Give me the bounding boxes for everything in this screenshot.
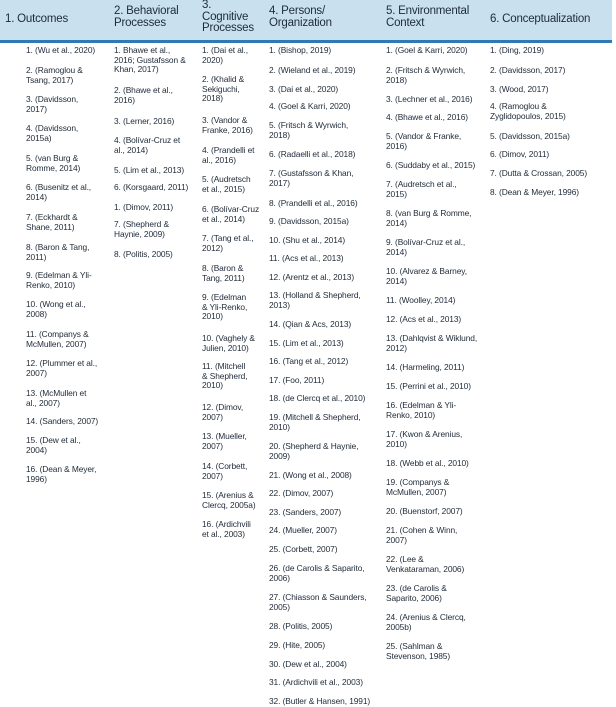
header-persons-organization: 4. Persons/ Organization: [269, 5, 332, 29]
citation-item: 22. (Dimov, 2007): [269, 488, 334, 498]
citation-item: 30. (Dew et al., 2004): [269, 659, 347, 669]
citation-item: 6. (Bolívar-Cruz et al., 2014): [202, 204, 260, 224]
citation-item: 17. (Foo, 2011): [269, 375, 325, 385]
citation-item: 23. (Sanders, 2007): [269, 507, 342, 517]
citation-item: 26. (de Carolis & Saparito, 2006): [269, 563, 365, 583]
citation-item: 3. (Vandor & Franke, 2016): [202, 115, 253, 135]
citation-item: 9. (Davidsson, 2015a): [269, 216, 349, 226]
header-outcomes: 1. Outcomes: [5, 13, 68, 25]
citation-item: 12. (Dimov, 2007): [202, 402, 244, 422]
citation-item: 7. (Audretsch et al., 2015): [386, 179, 457, 199]
citation-item: 7. (Shepherd & Haynie, 2009): [114, 219, 169, 239]
citation-item: 6. (Suddaby et al., 2015): [386, 160, 476, 170]
citation-item: 2. (Fritsch & Wyrwich, 2018): [386, 65, 466, 85]
header-conceptualization: 6. Conceptualization: [490, 13, 591, 25]
citation-item: 21. (Wong et al., 2008): [269, 470, 352, 480]
citation-item: 1. (Wu et al., 2020): [26, 45, 96, 55]
citation-item: 29. (Hite, 2005): [269, 640, 326, 650]
citation-item: 1. (Dimov, 2011): [114, 202, 174, 212]
citation-item: 2. (Wieland et al., 2019): [269, 65, 356, 75]
citation-item: 13. (Mueller, 2007): [202, 431, 247, 451]
header-cognitive-processes: 3. Cognitive Processes: [202, 0, 254, 34]
citation-item: 8. (Baron & Tang, 2011): [202, 263, 245, 283]
citation-item: 5. (Vandor & Franke, 2016): [386, 131, 462, 151]
citation-item: 14. (Qian & Acs, 2013): [269, 319, 352, 329]
citation-item: 23. (de Carolis & Saparito, 2006): [386, 583, 447, 603]
citation-item: 12. (Acs et al., 2013): [386, 314, 462, 324]
citation-item: 31. (Ardichvili et al., 2003): [269, 677, 363, 687]
citation-item: 2. (Ramoglou & Tsang, 2017): [26, 65, 83, 85]
citation-item: 22. (Lee & Venkataraman, 2006): [386, 554, 465, 574]
citation-item: 2. (Bhawe et al., 2016): [114, 85, 173, 105]
citation-item: 4. (Davidsson, 2015a): [26, 123, 79, 143]
citation-item: 11. (Acs et al., 2013): [269, 253, 344, 263]
citation-item: 6. (Radaelli et al., 2018): [269, 149, 356, 159]
citation-item: 7. (Gustafsson & Khan, 2017): [269, 168, 354, 188]
citation-item: 5. (van Burg & Romme, 2014): [26, 153, 81, 173]
citation-item: 7. (Dutta & Crossan, 2005): [490, 168, 588, 178]
citation-item: 8. (Prandelli et al., 2016): [269, 198, 358, 208]
citation-item: 10. (Alvarez & Barney, 2014): [386, 266, 467, 286]
citation-item: 15. (Lim et al., 2013): [269, 338, 344, 348]
citation-item: 19. (Companys & McMullen, 2007): [386, 477, 450, 497]
citation-item: 5. (Davidsson, 2015a): [490, 131, 570, 141]
citation-item: 7. (Tang et al., 2012): [202, 233, 254, 253]
citation-item: 3. (Davidsson, 2017): [26, 94, 79, 114]
citation-item: 6. (Korsgaard, 2011): [114, 182, 189, 192]
citation-item: 15. (Arenius & Clercq, 2005a): [202, 490, 256, 510]
citation-item: 27. (Chiasson & Saunders, 2005): [269, 592, 367, 612]
citation-item: 18. (de Clercq et al., 2010): [269, 393, 366, 403]
table-header: [0, 0, 612, 43]
citation-item: 17. (Kwon & Arenius, 2010): [386, 429, 463, 449]
citation-item: 4. (Ramoglou & Zyglidopoulos, 2015): [490, 101, 566, 121]
citation-item: 11. (Woolley, 2014): [386, 295, 456, 305]
citation-item: 18. (Webb et al., 2010): [386, 458, 469, 468]
citation-item: 21. (Cohen & Winn, 2007): [386, 525, 458, 545]
citation-item: 16. (Ardichvili et al., 2003): [202, 519, 251, 539]
citation-item: 7. (Eckhardt & Shane, 2011): [26, 212, 78, 232]
citation-item: 1. Bhawe et al., 2016; Gustafsson & Khan, 2017): [114, 45, 186, 75]
citation-item: 15. (Perrini et al., 2010): [386, 381, 471, 391]
citation-item: 1. (Dai et al., 2020): [202, 45, 248, 65]
citation-item: 10. (Shu et al., 2014): [269, 235, 346, 245]
citation-item: 1. (Goel & Karri, 2020): [386, 45, 468, 55]
citation-item: 3. (Wood, 2017): [490, 84, 549, 94]
citation-item: 25. (Corbett, 2007): [269, 544, 338, 554]
citation-item: 3. (Lerner, 2016): [114, 116, 175, 126]
citation-item: 4. (Prandelli et al., 2016): [202, 145, 255, 165]
citation-item: 19. (Mitchell & Shepherd, 2010): [269, 412, 361, 432]
citation-item: 28. (Politis, 2005): [269, 621, 333, 631]
citation-item: 13. (Dahlqvist & Wiklund, 2012): [386, 333, 478, 353]
citation-item: 13. (Holland & Shepherd, 2013): [269, 290, 361, 310]
citation-item: 2. (Khalid & Sekiguchi, 2018): [202, 74, 245, 104]
citation-item: 16. (Tang et al., 2012): [269, 356, 349, 366]
citation-item: 20. (Shepherd & Haynie, 2009): [269, 441, 359, 461]
citation-item: 1. (Ding, 2019): [490, 45, 544, 55]
citation-item: 12. (Plummer et al., 2007): [26, 358, 98, 378]
citation-item: 1. (Bishop, 2019): [269, 45, 332, 55]
citation-item: 5. (Audretsch et al., 2015): [202, 174, 251, 194]
citation-item: 8. (Dean & Meyer, 1996): [490, 187, 579, 197]
citation-item: 12. (Arentz et al., 2013): [269, 272, 355, 282]
citation-item: 13. (McMullen et al., 2007): [26, 388, 87, 408]
citation-item: 5. (Fritsch & Wyrwich, 2018): [269, 120, 349, 140]
citation-item: 10. (Wong et al., 2008): [26, 299, 86, 319]
citation-item: 14. (Corbett, 2007): [202, 461, 248, 481]
citation-item: 9. (Edelman & Yli-Renko, 2010): [202, 292, 248, 322]
citation-item: 4. (Bolívar-Cruz et al., 2014): [114, 135, 181, 155]
citation-item: 4. (Goel & Karri, 2020): [269, 101, 351, 111]
citation-item: 8. (Baron & Tang, 2011): [26, 242, 90, 262]
header-behavioral-processes: 2. Behavioral Processes: [114, 5, 179, 29]
citation-item: 16. (Dean & Meyer, 1996): [26, 464, 97, 484]
citation-item: 24. (Arenius & Clercq, 2005b): [386, 612, 466, 632]
citation-item: 4. (Bhawe et al., 2016): [386, 112, 468, 122]
citation-item: 6. (Busenitz et al., 2014): [26, 182, 92, 202]
citation-item: 2. (Davidsson, 2017): [490, 65, 566, 75]
citation-item: 11. (Companys & McMullen, 2007): [26, 329, 89, 349]
citation-item: 11. (Mitchell & Shepherd, 2010): [202, 361, 248, 391]
citation-item: 9. (Edelman & Yli- Renko, 2010): [26, 270, 92, 290]
citation-item: 20. (Buenstorf, 2007): [386, 506, 463, 516]
citation-item: 24. (Mueller, 2007): [269, 525, 337, 535]
citation-item: 8. (van Burg & Romme, 2014): [386, 208, 472, 228]
citation-item: 9. (Bolívar-Cruz et al., 2014): [386, 237, 466, 257]
header-environmental-context: 5. Environmental Context: [386, 5, 470, 29]
citation-item: 8. (Politis, 2005): [114, 249, 173, 259]
citation-item: 16. (Edelman & Yli- Renko, 2010): [386, 400, 457, 420]
citation-item: 15. (Dew et al., 2004): [26, 435, 81, 455]
citation-item: 14. (Sanders, 2007): [26, 416, 99, 426]
citation-item: 6. (Dimov, 2011): [490, 149, 550, 159]
citation-item: 5. (Lim et al., 2013): [114, 165, 185, 175]
citation-item: 25. (Sahlman & Stevenson, 1985): [386, 641, 451, 661]
citation-item: 14. (Harmeling, 2011): [386, 362, 465, 372]
citation-item: 3. (Dai et al., 2020): [269, 84, 339, 94]
citation-item: 10. (Vaghely & Julien, 2010): [202, 333, 255, 353]
citation-item: 3. (Lechner et al., 2016): [386, 94, 473, 104]
citation-item: 32. (Butler & Hansen, 1991): [269, 696, 371, 706]
